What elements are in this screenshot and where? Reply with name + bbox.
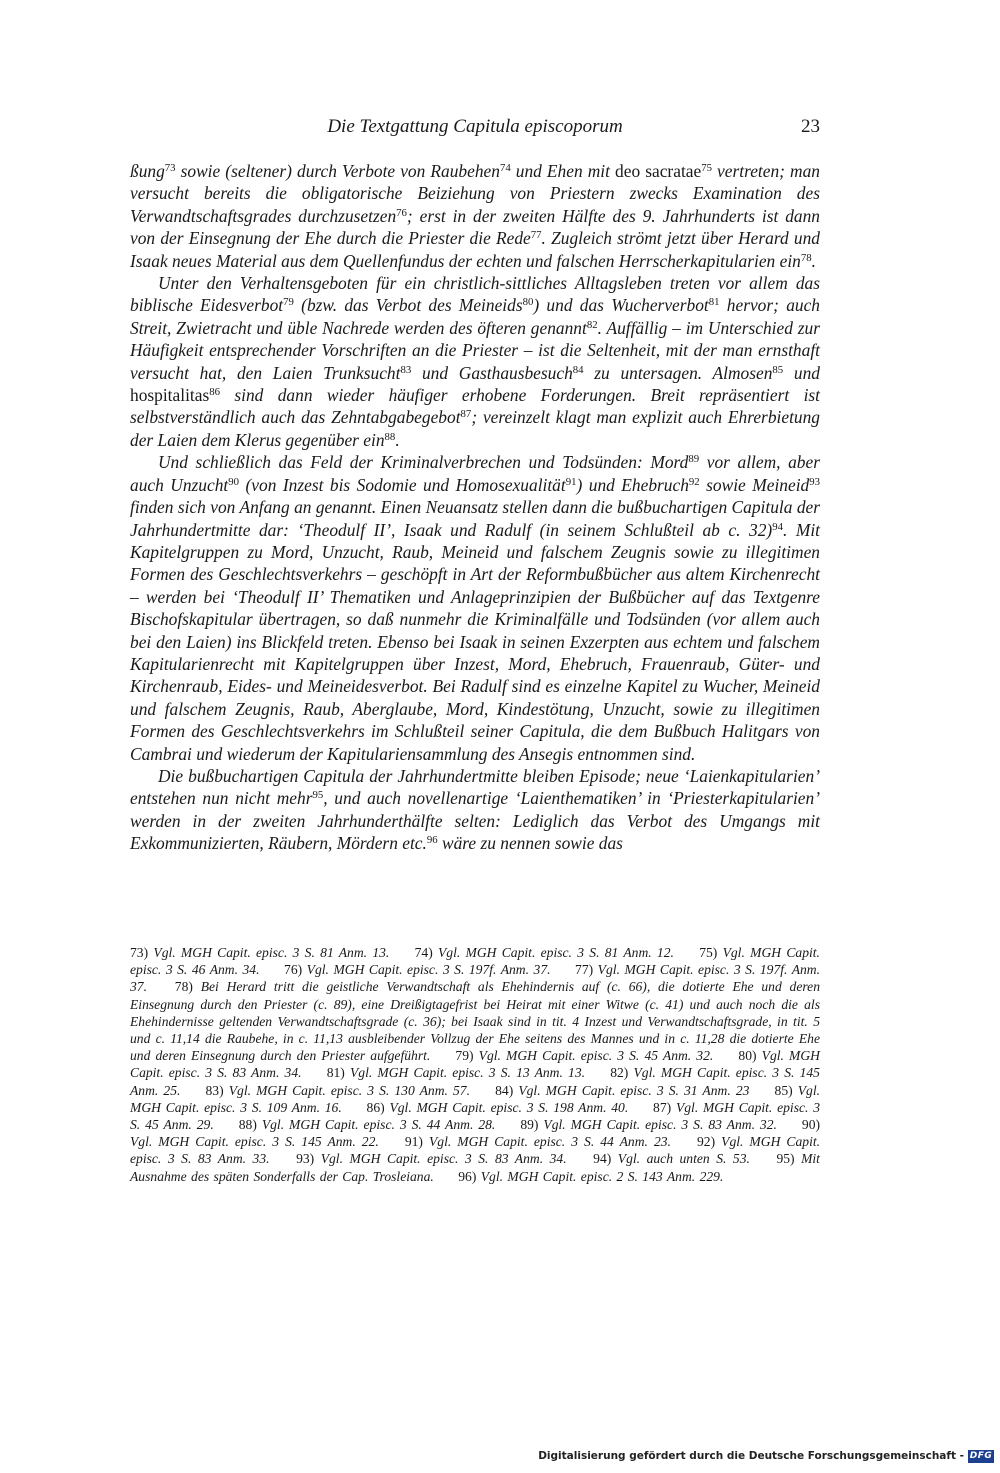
footnote-text: Vgl. MGH Capit. episc. 3 S. 45 Anm. 32.: [478, 1048, 714, 1064]
text-run: . Mit Kapitelgruppen zu Mord, Unzucht, Raub, Meineid und falschem Zeugnis sowie zu illegitimen Formen des Geschlechtsverkehrs – geschöpft in Art der Reformbußbücher aus altem Kirchenrecht – werden bei ‘Theodulf II’ Thematiken und Anlageprinzipien der Bußbücher auf das Textgenre Bischofskapitular übertragen, so daß nunmehr die Kriminalfälle und Todsünden (vor allem auch bei den Laien) ins Blickfeld treten. Ebenso bei Isaak in seinen Exzerpten aus echtem und falschem Kapitularienrecht mit Kapitelgruppen über Inzest, Mord, Ehebruch, Frauenraub, Güter- und Kirchenraub, Eides- und Meineidesverbot. Bei Radulf sind es einzelne Kapitel zu Wucher, Meineid und falschem Zeugnis, Raub, Aberglaube, Mord, Kindestötung, Unzucht, sowie zu illegitimen Formen des Geschlechtsverkehrs im Schlußteil seiner Capitula, die dem Bußbuch Halitgars von Cambrai und wiederum der Kapitulariensammlung des Ansegis entnommen sind.: [130, 519, 820, 764]
footnotes: [130, 944, 820, 1185]
footnote-ref: 94: [772, 520, 783, 533]
main-text: [130, 160, 820, 855]
text-run: . Auffällig – im Unterschied zur Häufigkeit entsprechender Vorschriften an die Priester – ist die Seltenheit, mit der man ernsthaft versucht hat, den Laien Trunksucht: [130, 317, 820, 383]
text-run: sind dann wieder häufiger erhobene Forderungen. Breit repräsentiert ist selbstverständlich auch das Zehntabgabegebot: [130, 385, 820, 428]
footnote-text: Vgl. MGH Capit. episc. 3 S. 44 Anm. 23.: [428, 1134, 671, 1150]
footnote-number: 95): [776, 1151, 795, 1167]
text-run: Die bußbuchartigen Capitula der Jahrhundertmitte bleiben Episode; neue ‘Laienkapitularien’ entstehen nun nicht mehr: [130, 765, 820, 809]
footnote-ref: 82: [586, 318, 598, 331]
footnote-text: Vgl. MGH Capit. episc. 3 S. 197f. Anm. 37.: [130, 962, 821, 995]
footnote-text: Vgl. MGH Capit. episc. 3 S. 83 Anm. 34.: [130, 1048, 820, 1081]
footnote-text: Vgl. MGH Capit. episc. 3 S. 197f. Anm. 37.: [306, 962, 551, 978]
footnote-ref: 84: [572, 363, 584, 376]
text-run: sowie Meineid: [699, 474, 810, 495]
text-run: und Ehen mit: [510, 161, 616, 181]
dfg-logo-icon: DFG: [969, 1451, 993, 1461]
text-run: .: [811, 250, 816, 271]
footnote: [405, 1134, 671, 1149]
footnote-number: 75): [699, 945, 718, 960]
footnote-text: Vgl. MGH Capit. episc. 3 S. 130 Anm. 57.: [228, 1082, 471, 1098]
footnote: [495, 1083, 749, 1098]
text-run: ; vereinzelt klagt man explizit auch Ehrerbietung der Laien dem Klerus gegenüber ein: [130, 407, 820, 450]
footnote-number: 84): [495, 1082, 514, 1098]
footnote-ref: 78: [800, 251, 812, 264]
footnote-text: Vgl. MGH Capit. episc. 3 S. 145 Anm. 22.: [130, 1134, 379, 1150]
footnote-text: Vgl. MGH Capit. episc. 3 S. 46 Anm. 34.: [130, 945, 820, 978]
paragraph: [130, 451, 820, 765]
text-run: (von Inzest bis Sodomie und Homosexualität: [239, 474, 566, 495]
footnote: [593, 1151, 750, 1166]
footnote-text: Vgl. MGH Capit. episc. 3 S. 145 Anm. 25.: [130, 1065, 820, 1098]
footnote-text: Bei Herard tritt die geistliche Verwandtschaft als Ehehindernis auf (c. 66), die dotierte Ehe und deren Einsegnung durch den Priester (c. 89), eine Dreißigtagefrist bei Heirat mit einer Witwe (c. 41) und auch noch die als Ehehindernisse geltenden Verwandtschaftsgrade (c. 36); bei Isaak sind in tit. 4 Inzest und Verwandtschaftsgrade, in tit. 5 und c. 11,14 die Raubehe, in c. 11,13 ausbleibender Vollzug der Ehe seitens des Mannes und in c. 11,28 die dotierte Ehe und deren Einsegnung durch den Priester aufgeführt.: [130, 979, 820, 1064]
footnote-number: 73): [130, 945, 149, 960]
text-run: und: [783, 362, 821, 383]
text-run: (bzw. das Verbot des Meineids: [293, 295, 523, 316]
upright-term: deo sacratae: [615, 161, 702, 181]
footnote-text: Vgl. MGH Capit. episc. 3 S. 44 Anm. 28.: [261, 1117, 496, 1133]
footnote-ref: 87: [460, 408, 472, 421]
banner-text: Digitalisierung gefördert durch die Deutsche Forschungsgemeinschaft -: [538, 1450, 964, 1462]
footnote-ref: 85: [772, 363, 784, 376]
footnote-ref: 73: [164, 162, 176, 175]
paragraph: [130, 160, 820, 272]
text-run: ) und das Wucherverbot: [533, 295, 709, 316]
footnote-text: Vgl. MGH Capit. episc. 2 S. 143 Anm. 229.: [480, 1168, 724, 1184]
footnote-ref: 76: [396, 206, 407, 219]
footnote-text: Vgl. MGH Capit. episc. 3 S. 198 Anm. 40.: [389, 1099, 629, 1115]
footnote-ref: 80: [522, 296, 534, 309]
text-run: sowie (seltener) durch Verbote von Raubehen: [175, 161, 500, 181]
digitization-banner: [538, 1447, 994, 1465]
footnote-ref: 83: [400, 363, 412, 376]
footnote-number: 76): [284, 962, 303, 978]
footnote-ref: 77: [530, 229, 542, 242]
text-run: , und auch novellenartige ‘Laienthematiken’ in ‘Priesterkapitularien’ werden in der zweiten Jahrhunderthälfte selten: Lediglich das Verbot des Umgangs mit Exkommunizierten, Räubern, Mördern etc.: [130, 788, 820, 854]
upright-term: hospitalitas: [130, 385, 210, 406]
footnote: [206, 1083, 471, 1098]
footnote-text: Vgl. MGH Capit. episc. 3 S. 13 Anm. 13.: [349, 1065, 586, 1081]
footnote-number: 85): [774, 1082, 793, 1098]
footnote-number: 82): [610, 1065, 629, 1081]
footnote-number: 81): [326, 1065, 345, 1081]
text-run: finden sich von Anfang an genannt. Einen Neuansatz stellen dann die bußbuchartigen Capitula der Jahrhundertmitte dar: ‘Theodulf II’, Isaak und Radulf (in seinem Schlußteil ab c. 32): [130, 497, 820, 540]
footnote-text: Vgl. MGH Capit. episc. 3 S. 109 Anm. 16.: [130, 1082, 821, 1115]
footnote-number: 94): [593, 1151, 612, 1167]
footnote-ref: 81: [708, 296, 720, 309]
footnote: [296, 1151, 567, 1166]
footnote-text: Vgl. MGH Capit. episc. 3 S. 81 Anm. 13.: [153, 945, 390, 960]
footnote-number: 96): [458, 1168, 477, 1184]
paragraph: [130, 272, 820, 451]
paragraph: [130, 765, 820, 855]
text-run: Unter den Verhaltensgeboten für ein christlich-sittliches Alltagsleben treten vor allem das biblische Eidesverbot: [130, 273, 820, 316]
text-run: . Zugleich strömt jetzt über Herard und Isaak neues Material aus dem Quellenfundus der echten und falschen Herrscherkapitularien ein: [130, 228, 820, 271]
footnote-number: 88): [238, 1117, 257, 1133]
footnote-number: 93): [296, 1151, 315, 1167]
footnote: [367, 1100, 629, 1115]
text-run: wäre zu nennen sowie das: [437, 833, 623, 854]
text-run: zu untersagen. Almosen: [583, 362, 773, 383]
footnote-ref: 95: [312, 789, 324, 802]
footnote-text: Vgl. MGH Capit. episc. 3 S. 83 Anm. 32.: [543, 1117, 777, 1133]
footnote: [455, 1048, 713, 1063]
footnote-text: Vgl. MGH Capit. episc. 3 S. 83 Anm. 33.: [130, 1134, 821, 1167]
text-run: .: [395, 429, 400, 450]
footnote-text: Vgl. auch unten S. 53.: [617, 1151, 750, 1167]
footnote: [284, 962, 550, 977]
running-title: Die Textgattung Capitula episcoporum: [327, 116, 623, 137]
footnote-number: 80): [738, 1048, 757, 1064]
footnote-ref: 91: [565, 475, 577, 488]
footnote-number: 74): [414, 945, 433, 960]
footnote-ref: 96: [426, 834, 438, 847]
footnote-number: 78): [174, 979, 193, 995]
footnote-number: 86): [366, 1099, 385, 1115]
footnote: [458, 1169, 723, 1184]
text-run: ßung: [130, 161, 165, 181]
text-run: vor allem, aber auch Unzucht: [130, 452, 820, 495]
footnote-text: Mit Ausnahme des späten Sonderfalls der Cap. Trosleiana.: [130, 1151, 820, 1184]
footnote: [239, 1117, 496, 1132]
footnote-text: Vgl. MGH Capit. episc. 3 S. 81 Anm. 12.: [437, 945, 674, 960]
footnote-number: 79): [455, 1048, 474, 1064]
footnote-ref: 92: [688, 475, 700, 488]
footnote-number: 91): [404, 1134, 423, 1150]
footnote-number: 77): [575, 962, 594, 978]
footnote-text: Vgl. MGH Capit. episc. 3 S. 45 Anm. 29.: [130, 1099, 820, 1133]
text-run: hervor; auch Streit, Zwietracht und üble Nachrede werden des öfteren genannt: [130, 295, 821, 338]
running-header: [130, 116, 820, 140]
footnote-ref: 93: [809, 475, 820, 488]
footnote-number: 87): [653, 1099, 672, 1115]
text-run: Und schließlich das Feld der Kriminalverbrechen und Todsünden: Mord: [158, 452, 689, 473]
text-run: ; erst in der zweiten Hälfte des 9. Jahrhunderts ist dann von der Einsegnung der Ehe durch die Priester die Rede: [130, 205, 820, 249]
footnote: [130, 945, 389, 960]
footnote-ref: 74: [499, 162, 511, 175]
footnote-text: Vgl. MGH Capit. episc. 3 S. 83 Anm. 34.: [320, 1151, 567, 1167]
footnote-ref: 89: [688, 453, 700, 466]
footnote: [520, 1117, 777, 1132]
footnote: [327, 1065, 585, 1080]
footnote-text: Vgl. MGH Capit. episc. 3 S. 31 Anm. 23: [518, 1082, 750, 1098]
page-number: 23: [801, 116, 820, 137]
text-run: ) und Ehebruch: [576, 474, 689, 495]
footnote-ref: 75: [701, 162, 712, 175]
footnote-block: [130, 944, 820, 1185]
text-run: und Gasthausbesuch: [411, 362, 573, 383]
footnote-number: 92): [696, 1134, 716, 1150]
footnote-ref: 88: [384, 430, 396, 443]
footnote-number: 89): [520, 1117, 539, 1133]
footnote: [415, 945, 674, 960]
footnote-number: 90): [801, 1117, 821, 1133]
footnote-number: 83): [205, 1082, 224, 1098]
footnote-ref: 90: [228, 475, 240, 488]
text-run: vertreten; man versucht bereits die obligatorische Beiziehung von Priestern zwecks Examination des Verwandtschaftsgrades durchzusetzen: [130, 161, 820, 226]
footnote-ref: 79: [283, 296, 294, 309]
footnote-ref: 86: [209, 386, 220, 399]
